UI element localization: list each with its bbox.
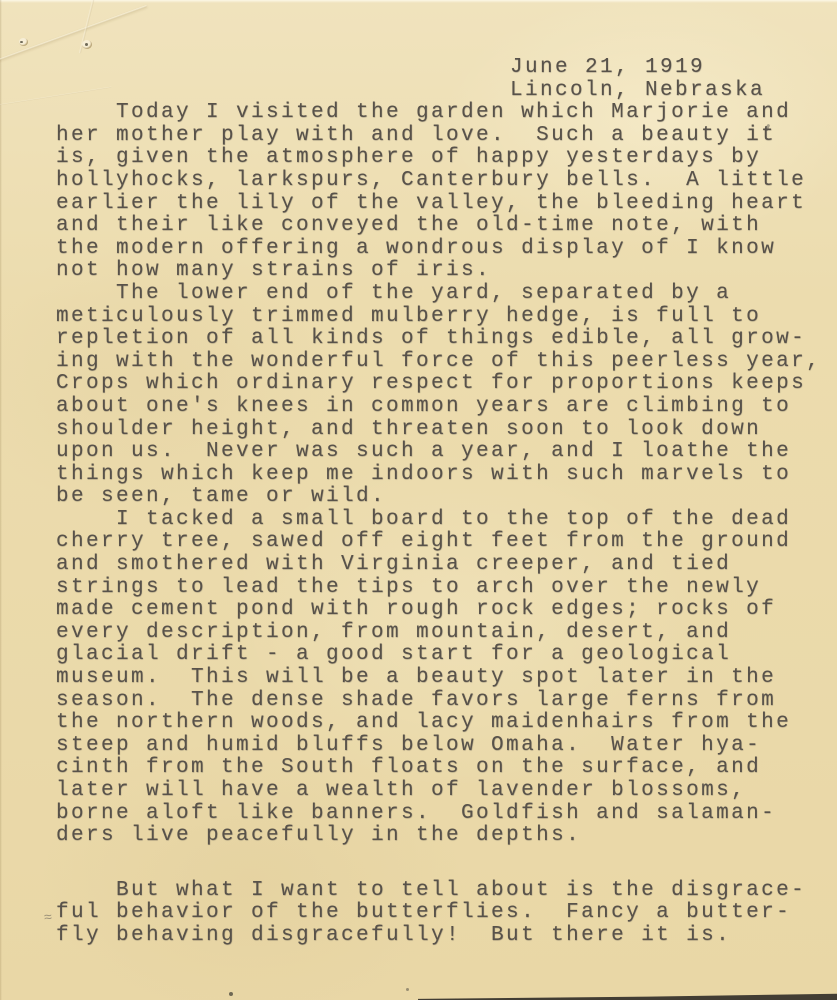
letter-line: glacial drift - a good start for a geological [56, 643, 732, 667]
letter-line: Crops which ordinary respect for proportions keeps [56, 372, 807, 396]
letter-line: made cement pond with rough rock edges; rocks of [56, 598, 777, 622]
staple-hole [82, 40, 92, 49]
letter-line: things which keep me indoors with such marvels to [56, 462, 792, 486]
date-block [510, 57, 816, 102]
letter-line: repletion of all kinds of things edible, all grow- [56, 327, 807, 351]
letter-content [56, 56, 822, 948]
letter-line: cinth from the South floats on the surface, and [56, 756, 762, 780]
ink-speck [406, 988, 409, 991]
letter-line: hollyhocks, larkspurs, Canterbury bells. A little [56, 168, 807, 192]
paper-crease [0, 5, 147, 65]
letter-line: every description, from mountain, desert, and [56, 620, 732, 644]
letter-line: borne aloft like banners. Goldfish and salaman- [56, 801, 777, 825]
letter-paragraph [56, 509, 816, 848]
letter-line: shoulder height, and threaten soon to look down [56, 417, 762, 441]
staple-hole [19, 38, 28, 46]
letter-paragraph [56, 281, 822, 509]
letter-line: is, given the atmosphere of happy yesterdays by [56, 146, 762, 170]
letter-line: not how many strains of iris. [56, 259, 492, 283]
letter-line: season. The dense shade favors large ferns from [56, 688, 777, 712]
letter-line: ful behavior of the butterflies. Fancy a butter- [56, 901, 792, 925]
letter-line: and their like conveyed the old-time note, with [56, 214, 762, 238]
letter-line: The lower end of the yard, separated by a [116, 281, 732, 305]
pencil-mark: ≈ [43, 910, 54, 927]
scan-top-edge [0, 0, 837, 3]
letter-line: the northern woods, and lacy maidenhairs from the [56, 711, 792, 735]
letter-line: fly behaving disgracefully! But there it is. [56, 923, 732, 947]
letter-line: cherry tree, sawed off eight feet from the ground [56, 530, 792, 554]
letter-line: I tacked a small board to the top of the dead [116, 507, 792, 531]
letter-line: about one's knees in common years are climbing to [56, 394, 792, 418]
letter-paragraph [56, 102, 816, 283]
letter-line: ders live peacefully in the depths. [56, 824, 582, 848]
letter-line: strings to lead the tips to arch over the newly [56, 575, 762, 599]
letter-body [56, 101, 822, 947]
letter-line: later will have a wealth of lavender blossoms, [56, 779, 747, 802]
letter-line: the modern offering a wondrous display of I know [56, 236, 777, 260]
letter-line: earlier the lily of the valley, the bleeding heart [56, 191, 807, 215]
letter-place: Lincoln, Nebraska [510, 78, 766, 102]
scan-left-edge [0, 0, 2, 1000]
letter-line: steep and humid bluffs below Omaha. Water hya- [56, 733, 762, 757]
letter-line: and smothered with Virginia creeper, and tied [56, 553, 732, 577]
letter-line: be seen, tame or wild. [56, 485, 387, 509]
letter-line: her mother play with and love. Such a beauty it [56, 123, 777, 147]
scan-bottom-edge [418, 991, 837, 1000]
letter-line: meticulously trimmed mulberry hedge, is full to [56, 304, 762, 328]
ink-speck [229, 992, 233, 996]
letter-line: upon us. Never was such a year, and I loathe the [56, 440, 792, 464]
letter-line: ing with the wonderful force of this peerless year, [56, 349, 822, 373]
letter-line: museum. This will be a beauty spot later in the [56, 666, 777, 690]
letter-date: June 21, 1919 [510, 56, 706, 79]
letter-paragraph [56, 880, 816, 948]
letter-line: But what I want to tell about is the disgrace- [116, 878, 807, 902]
letter-line: Today I visited the garden which Marjorie and [116, 101, 792, 125]
